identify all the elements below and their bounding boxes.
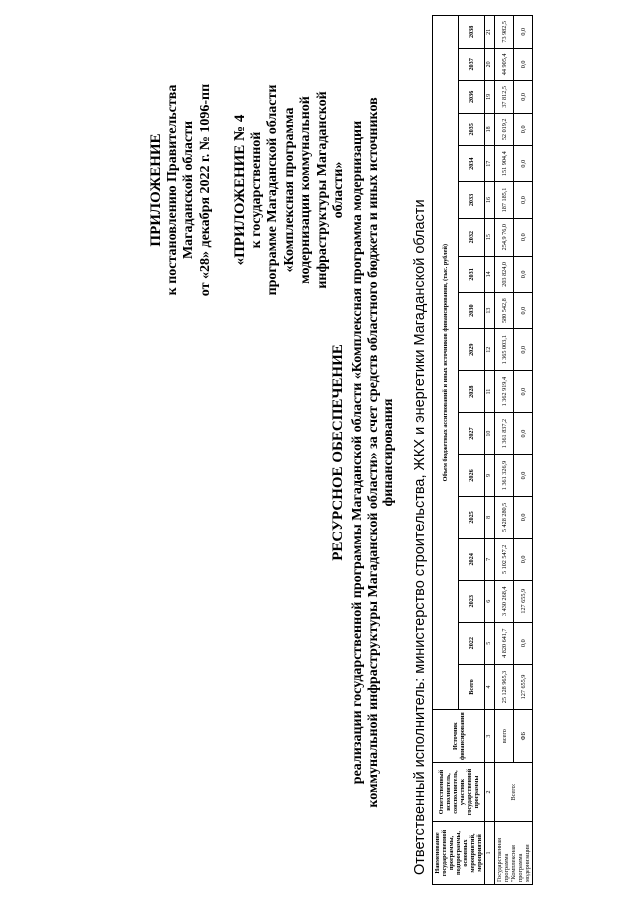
- col-number: 18: [485, 113, 495, 145]
- year-value-cell: 0,0: [514, 538, 533, 580]
- subtitle-line: реализации государственной программы Магаданской области «Комплексная программа модернизации: [350, 120, 365, 785]
- year-value-cell: 73 982,5: [495, 16, 514, 49]
- col-number: 21: [485, 16, 495, 49]
- year-value-cell: 0,0: [514, 329, 533, 371]
- col-number: 12: [485, 329, 495, 371]
- appendix4-title: «ПРИЛОЖЕНИЕ № 4: [232, 114, 248, 266]
- col-number: 19: [485, 81, 495, 113]
- year-value-cell: 5 428 280,5: [495, 496, 514, 538]
- col-header-year: 2031: [459, 256, 485, 292]
- col-header-year: 2029: [459, 329, 485, 371]
- col-number: 13: [485, 293, 495, 329]
- document-title: РЕСУРСНОЕ ОБЕСПЕЧЕНИЕ: [330, 344, 346, 561]
- table-row: [514, 16, 533, 885]
- program-name-cell: Государственная программа "Комплексная программа модернизации: [495, 822, 533, 885]
- year-value-cell: 5 102 547,2: [495, 538, 514, 580]
- col-header-year: 2037: [459, 48, 485, 80]
- col-header-total: Всего: [459, 664, 485, 710]
- program-line: «Комплексная программа: [281, 107, 297, 273]
- col-header-name: Наименование государственной программы, подпрограммы, основных мероприятий, мероприятий: [433, 822, 485, 885]
- year-value-cell: 0,0: [514, 496, 533, 538]
- year-value-cell: 127 655,9: [514, 580, 533, 622]
- appendix-title: ПРИЛОЖЕНИЕ: [148, 133, 164, 247]
- table-row: [495, 16, 514, 885]
- year-value-cell: 1 361 837,2: [495, 413, 514, 455]
- col-number: 4: [485, 664, 495, 710]
- year-value-cell: 44 905,4: [495, 48, 514, 80]
- year-value-cell: 0,0: [514, 622, 533, 664]
- year-value-cell: 151 904,4: [495, 146, 514, 182]
- year-value-cell: 1 362 919,4: [495, 371, 514, 413]
- col-header-year: 2023: [459, 580, 485, 622]
- col-header-year: 2032: [459, 218, 485, 256]
- year-value-cell: 0,0: [514, 182, 533, 218]
- year-value-cell: 0,0: [514, 371, 533, 413]
- program-line: модернизации коммунальной: [298, 96, 313, 284]
- year-value-cell: 1 365 003,1: [495, 329, 514, 371]
- program-line: области»: [331, 161, 346, 219]
- col-header-year: 2030: [459, 293, 485, 329]
- year-value-cell: 0,0: [514, 455, 533, 497]
- col-number: 5: [485, 622, 495, 664]
- responsible-cell: Всего:: [495, 763, 533, 822]
- col-number: 15: [485, 218, 495, 256]
- col-header-responsible: Ответственный исполнитель, соисполнитель, участник государственной программы: [433, 763, 485, 822]
- col-number: 2: [485, 763, 495, 822]
- year-value-cell: 0,0: [514, 81, 533, 113]
- col-header-year: 2035: [459, 113, 485, 145]
- year-value-cell: 37 812,5: [495, 81, 514, 113]
- year-value-cell: 4 820 641,7: [495, 622, 514, 664]
- year-value-cell: 3 430 268,4: [495, 580, 514, 622]
- year-value-cell: 1 361 326,9: [495, 455, 514, 497]
- col-header-year: 2038: [459, 16, 485, 49]
- year-value-cell: 0,0: [514, 16, 533, 49]
- document-subtitle: [350, 20, 397, 885]
- resource-table: [432, 15, 533, 885]
- col-number: 17: [485, 146, 495, 182]
- col-number: 1: [485, 822, 495, 885]
- total-cell: 127 655,9: [514, 664, 533, 710]
- year-value-cell: 0,0: [514, 293, 533, 329]
- col-header-year: 2027: [459, 413, 485, 455]
- col-number: 9: [485, 455, 495, 497]
- responsible-executor: Ответственный исполнитель: министерство строительства, ЖКХ и энергетики Магаданской области: [412, 199, 428, 875]
- source-cell: ФБ: [514, 710, 533, 763]
- subtitle-line: финансирования: [381, 398, 396, 507]
- program-line: к государственной: [248, 131, 264, 249]
- year-value-cell: 0,0: [514, 48, 533, 80]
- col-header-year: 2036: [459, 81, 485, 113]
- year-value-cell: 0,0: [514, 113, 533, 145]
- year-value-cell: 187 185,1: [495, 182, 514, 218]
- resolution-date-line: от «28» декабря 2022 г. № 1096-пп: [197, 83, 213, 297]
- year-value-cell: 52 019,2: [495, 113, 514, 145]
- col-header-year: 2022: [459, 622, 485, 664]
- col-number: 6: [485, 580, 495, 622]
- col-header-year: 2033: [459, 182, 485, 218]
- col-header-year: 2026: [459, 455, 485, 497]
- col-number: 7: [485, 538, 495, 580]
- col-number: 14: [485, 256, 495, 292]
- year-value-cell: 0,0: [514, 413, 533, 455]
- appendix-header: [148, 45, 348, 335]
- col-number: 3: [485, 710, 495, 763]
- col-number: 16: [485, 182, 495, 218]
- year-value-cell: 580 542,8: [495, 293, 514, 329]
- col-header-year: 2024: [459, 538, 485, 580]
- col-number: 8: [485, 496, 495, 538]
- year-value-cell: 254,9 76,0: [495, 218, 514, 256]
- resolution-line: Магаданской области: [181, 120, 196, 260]
- year-value-cell: 203 824,0: [495, 256, 514, 292]
- column-number-row: [485, 16, 495, 885]
- col-number: 10: [485, 413, 495, 455]
- source-cell: всего: [495, 710, 514, 763]
- col-number: 11: [485, 371, 495, 413]
- year-value-cell: 0,0: [514, 256, 533, 292]
- col-header-year: 2034: [459, 146, 485, 182]
- resolution-line: к постановлению Правительства: [164, 84, 180, 296]
- total-cell: 25 128 965,3: [495, 664, 514, 710]
- program-line: программе Магаданской области: [265, 84, 280, 296]
- year-value-cell: 0,0: [514, 146, 533, 182]
- col-number: 20: [485, 48, 495, 80]
- year-value-cell: 0,0: [514, 218, 533, 256]
- col-header-year: 2025: [459, 496, 485, 538]
- col-header-source: Источник финансирования: [433, 710, 485, 763]
- subtitle-line: коммунальной инфраструктуры Магаданской области» за счет средств областного бюджета и иных источников: [365, 97, 381, 808]
- program-line: инфраструктуры Магаданской: [314, 91, 330, 289]
- col-header-year: 2028: [459, 371, 485, 413]
- col-header-group: Объем бюджетных ассигнований и иных источников финансирования, (тыс. рублей): [433, 16, 459, 710]
